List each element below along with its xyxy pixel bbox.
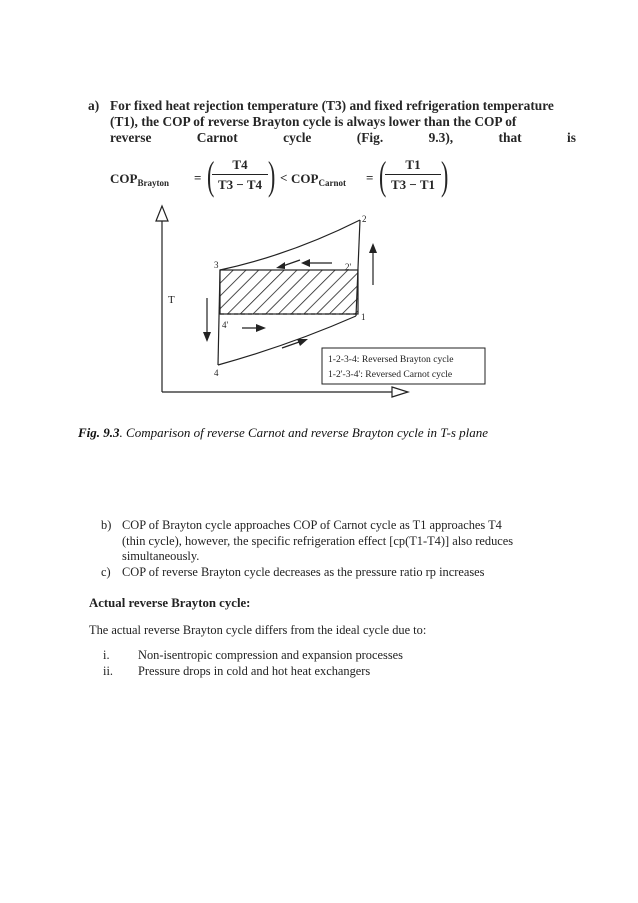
figure-caption-text: . Comparison of reverse Carnot and reverse Brayton cycle in T-s plane: [119, 425, 489, 440]
equals-sign: =: [366, 170, 374, 185]
word: 9.3),: [428, 130, 454, 145]
arrowhead: [203, 332, 211, 342]
point-b-text: COP of Brayton cycle approaches COP of Carnot cycle as T1 approaches T4 (thin cycle), however, the specific refrigeration effect [cp(T1-T4)] also reduces simultaneously.: [122, 518, 514, 563]
right-paren: ): [267, 153, 276, 198]
figure-caption: [78, 425, 488, 441]
word: that: [498, 130, 522, 145]
fraction-denominator: T3 − T1: [390, 177, 435, 192]
carnot-hatched-area: [220, 270, 358, 314]
section-intro: The actual reverse Brayton cycle differs from the ideal cycle due to:: [89, 623, 427, 637]
word: reverse: [110, 130, 152, 145]
list-text: Non-isentropic compression and expansion processes: [138, 648, 403, 662]
point-2-label: 2: [362, 214, 367, 224]
legend-carnot: 1-2'-3-4': Reversed Carnot cycle: [328, 369, 453, 380]
point-a-line-2: (T1), the COP of reverse Brayton cycle is always lower than the COP of: [110, 114, 517, 129]
point-c-marker: c): [101, 564, 111, 579]
point-c-text: COP of reverse Brayton cycle decreases as the pressure ratio rp increases: [122, 564, 485, 579]
fraction-numerator: T1: [405, 157, 421, 172]
curve-2-3: [220, 220, 360, 270]
section-heading: Actual reverse Brayton cycle:: [89, 596, 251, 610]
arrowhead: [256, 324, 266, 332]
figure-label: Fig. 9.3: [78, 425, 120, 440]
fraction-brayton: [212, 156, 268, 193]
word: is: [567, 130, 576, 145]
list-text: Pressure drops in cold and hot heat exchangers: [138, 663, 371, 678]
arrowhead: [369, 243, 377, 253]
points-bc: [101, 518, 522, 580]
t-axis-arrowhead: [156, 206, 168, 221]
arrowhead: [276, 262, 285, 269]
right-paren: ): [440, 153, 449, 198]
point-2p-label: 2': [345, 262, 352, 272]
point-4p-label: 4': [222, 320, 229, 330]
t-axis-label: T: [168, 294, 175, 306]
point-1-label: 1: [361, 312, 366, 322]
fraction-carnot: [385, 156, 441, 193]
s-axis-arrowhead: [392, 387, 408, 397]
left-paren: (: [206, 153, 215, 198]
ts-diagram: [150, 200, 510, 415]
point-a-line-1: For fixed heat rejection temperature (T3) and fixed refrigeration temperature: [110, 98, 554, 113]
legend-brayton: 1-2-3-4: Reversed Brayton cycle: [328, 354, 454, 365]
less-than-sign: <: [280, 170, 288, 185]
cop-brayton: $COP_{Brayton}$: [110, 171, 169, 188]
arrowhead: [297, 339, 308, 346]
cop-carnot: $COP_{Carnot}$: [291, 171, 346, 188]
fraction-denominator: T3 − T4: [217, 177, 262, 192]
list-marker: ii.: [103, 663, 113, 678]
fraction-numerator: T4: [232, 157, 248, 172]
equals-sign: =: [194, 170, 202, 185]
word: Carnot: [196, 130, 238, 145]
point-b-marker: b): [101, 518, 112, 532]
list-marker: i.: [103, 648, 110, 662]
point-a-line-3: [110, 130, 576, 146]
word: (Fig.: [356, 130, 384, 145]
point-b: [101, 518, 522, 565]
arrowhead: [301, 259, 310, 267]
point-c: [101, 565, 522, 581]
word: cycle: [283, 130, 312, 145]
point-4-label: 4: [214, 368, 219, 378]
point-a-marker: a): [88, 98, 100, 113]
left-paren: (: [378, 153, 387, 198]
point-3-label: 3: [214, 260, 219, 270]
